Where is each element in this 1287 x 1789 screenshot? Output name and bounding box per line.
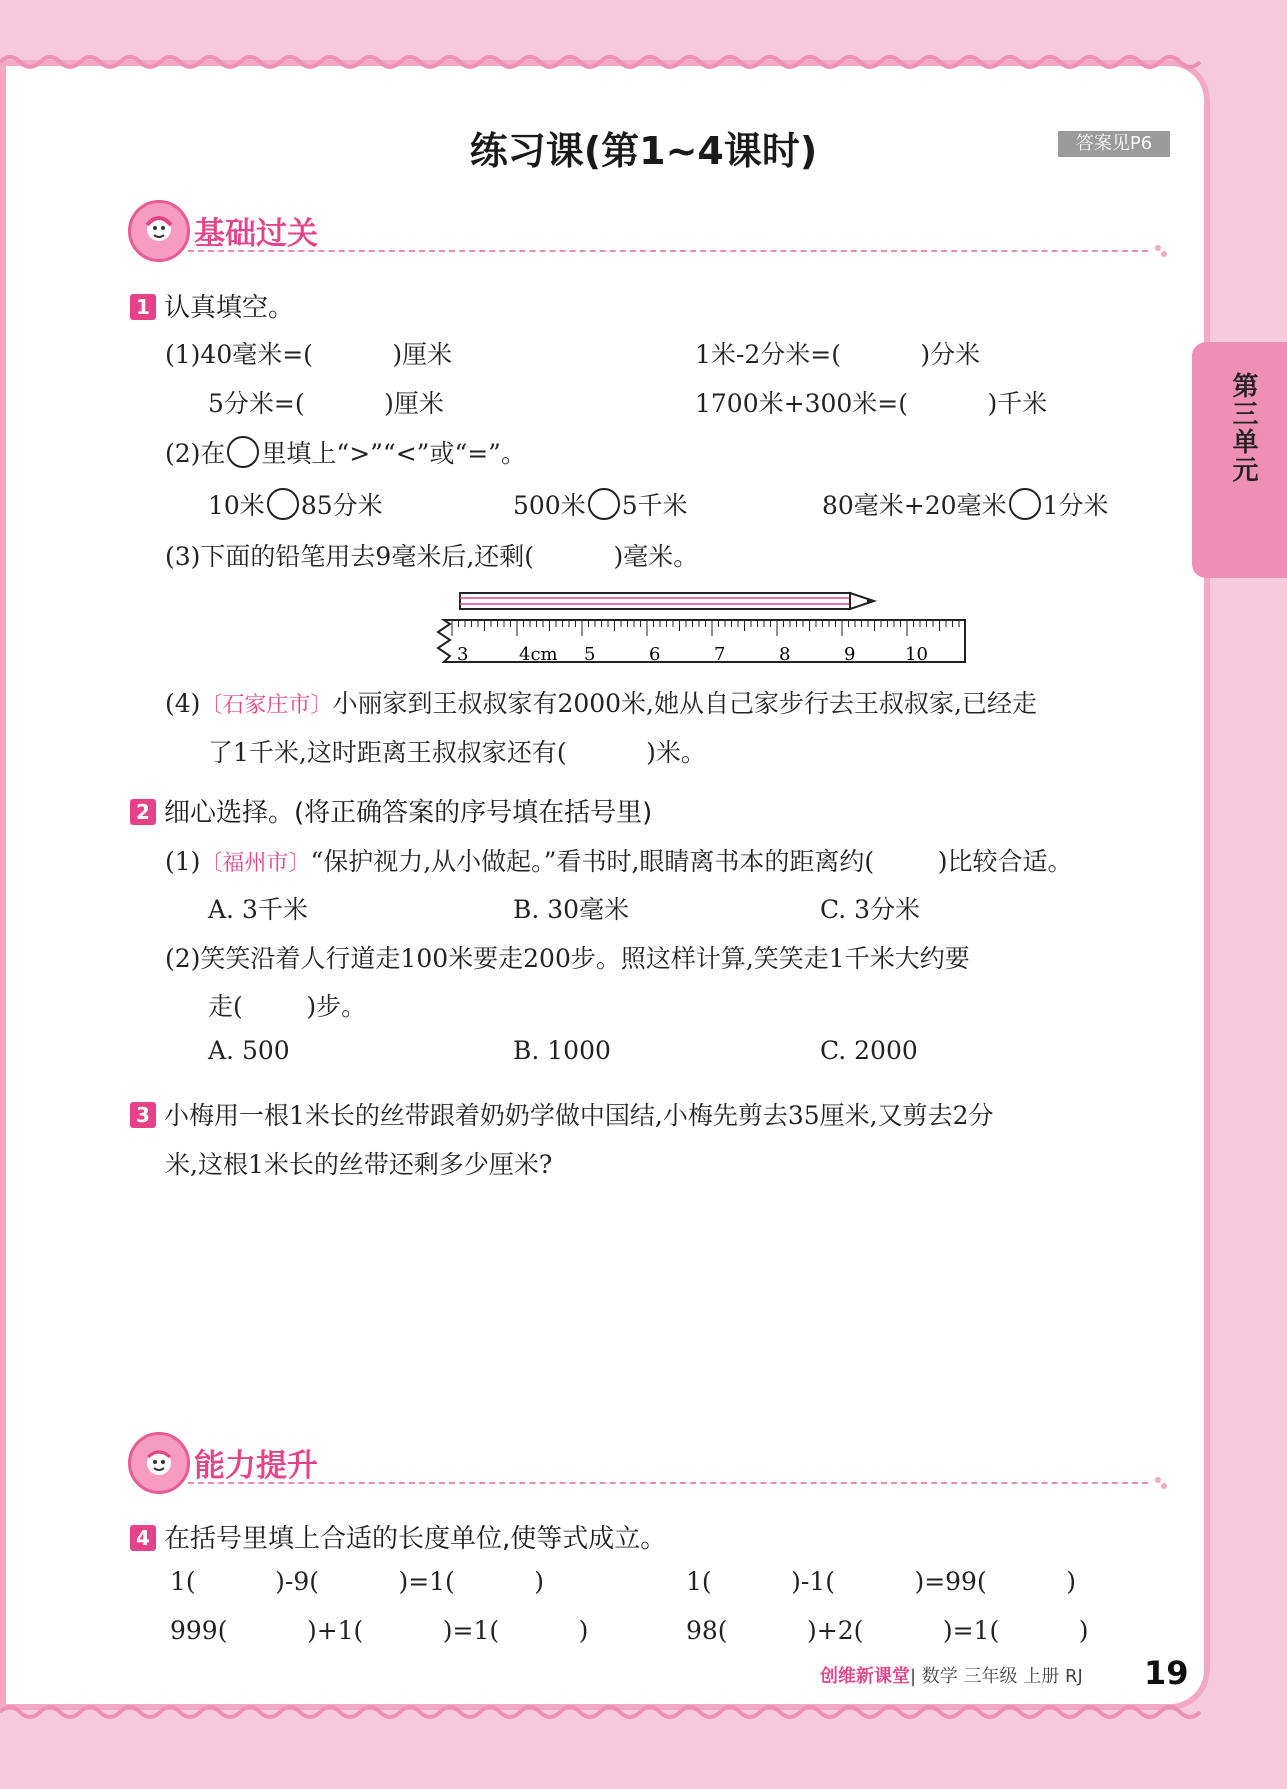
q2-part2-line1: (2)笑笑沿着人行道走100米要走200步。照这样计算,笑笑走1千米大约要	[165, 944, 970, 973]
compare-3-right: 1分米	[1042, 491, 1109, 520]
question-number-1: 1	[130, 294, 156, 320]
section-title-basic: 基础过关	[194, 216, 318, 252]
option-b[interactable]: B. 30毫米	[513, 895, 630, 924]
question-1-heading	[130, 287, 294, 324]
q1-compare-3	[822, 486, 1108, 522]
question-4-text: 在括号里填上合适的长度单位,使等式成立。	[164, 1524, 667, 1554]
q2-part2-line2: 走( )步。	[208, 992, 367, 1021]
question-1-text: 认真填空。	[164, 293, 295, 323]
q1-part2-instruction	[165, 434, 526, 470]
ruler-label: 7	[714, 644, 726, 665]
section-header-advanced	[128, 1432, 1168, 1492]
q1-compare-1	[208, 486, 383, 522]
option-a[interactable]: A. 500	[208, 1036, 290, 1065]
region-tag-fuzhou: 〔福州市〕	[200, 851, 311, 876]
compare-1-right: 85分米	[300, 491, 383, 520]
q1-part1-d: 1700米+300米=( )千米	[695, 389, 1048, 418]
page-title: 练习课(第1~4课时)	[469, 129, 818, 173]
q1-part4-line1	[165, 684, 1037, 720]
answer-circle[interactable]	[227, 436, 259, 468]
section-header-basic	[128, 200, 1168, 260]
pencil-ruler-figure	[430, 586, 970, 666]
ruler-label: 4cm	[519, 644, 558, 665]
q1-part1-a: (1)40毫米=( )厘米	[165, 340, 453, 369]
ruler-label: 6	[649, 644, 661, 665]
page-number: 19	[1144, 1654, 1189, 1692]
answer-reference-tag: 答案见P6	[1058, 131, 1170, 157]
compare-2-right: 5千米	[621, 491, 688, 520]
q1-part4-number: (4)	[165, 689, 201, 718]
answer-circle[interactable]	[588, 488, 620, 520]
question-4-heading	[130, 1518, 666, 1555]
ruler-label: 8	[779, 644, 791, 665]
q1-part1-b: 1米-2分米=( )分米	[695, 340, 981, 369]
option-c[interactable]: C. 2000	[820, 1036, 918, 1065]
question-2-text: 细心选择。(将正确答案的序号填在括号里)	[164, 798, 653, 828]
footer-series	[820, 1662, 1083, 1688]
ruler-label: 10	[905, 644, 928, 665]
question-3-line1	[130, 1096, 994, 1132]
girl-mascot-icon	[128, 200, 190, 262]
boy-mascot-icon	[128, 1432, 190, 1494]
footer-brand: 创维新课堂	[820, 1666, 910, 1687]
pencil-icon	[460, 593, 874, 609]
q1-part2-text-a: (2)在	[165, 439, 226, 468]
question-3-line2: 米,这根1米长的丝带还剩多少厘米?	[165, 1150, 553, 1179]
divider-dots-icon	[1154, 244, 1168, 258]
ruler-label: 9	[844, 644, 856, 665]
question-2-heading	[130, 792, 652, 829]
q1-part2-text-b: 里填上“>”“<”或“=”。	[261, 439, 526, 468]
option-b[interactable]: B. 1000	[513, 1036, 611, 1065]
region-tag-shijiazhuang: 〔石家庄市〕	[200, 693, 333, 718]
ruler	[438, 620, 965, 665]
question-3-text-a: 小梅用一根1米长的丝带跟着奶奶学做中国结,小梅先剪去35厘米,又剪去2分	[164, 1101, 994, 1130]
top-wave-border	[0, 52, 1210, 72]
option-c[interactable]: C. 3分米	[820, 895, 921, 924]
question-number-2: 2	[130, 799, 156, 825]
section-divider	[188, 250, 1148, 252]
q1-part4-line2: 了1千米,这时距离王叔叔家还有( )米。	[208, 738, 706, 767]
divider-dots-icon	[1154, 1476, 1168, 1490]
answer-circle[interactable]	[1009, 488, 1041, 520]
unit-side-tab-label: 第三单元	[1228, 372, 1258, 484]
q2-part1-number: (1)	[165, 847, 201, 876]
unit-side-tab[interactable]	[1192, 342, 1287, 578]
section-divider	[188, 1482, 1148, 1484]
q4-equation-1: 1( )-9( )=1( )	[170, 1567, 545, 1596]
ruler-label: 5	[584, 644, 596, 665]
question-number-3: 3	[130, 1102, 156, 1128]
q1-part3: (3)下面的铅笔用去9毫米后,还剩( )毫米。	[165, 542, 699, 571]
option-a[interactable]: A. 3千米	[208, 895, 308, 924]
q2-part1	[165, 842, 1072, 878]
q1-part4-text: 小丽家到王叔叔家有2000米,她从自己家步行去王叔叔家,已经走	[332, 689, 1037, 718]
q4-equation-4: 98( )+2( )=1( )	[686, 1616, 1089, 1645]
ruler-label: 3	[457, 644, 469, 665]
q2-part1-text: “保护视力,从小做起。”看书时,眼睛离书本的距离约( )比较合适。	[310, 847, 1073, 876]
q4-equation-3: 999( )+1( )=1( )	[170, 1616, 589, 1645]
question-number-4: 4	[130, 1525, 156, 1551]
compare-3-left: 80毫米+20毫米	[822, 491, 1007, 520]
q1-compare-2	[513, 486, 688, 522]
footer-book-info: | 数学 三年级 上册 RJ	[910, 1666, 1083, 1687]
bottom-wave-border	[0, 1702, 1210, 1722]
q1-part1-c: 5分米=( )厘米	[208, 389, 444, 418]
answer-circle[interactable]	[267, 488, 299, 520]
section-title-advanced: 能力提升	[194, 1448, 318, 1484]
compare-1-left: 10米	[208, 491, 265, 520]
compare-2-left: 500米	[513, 491, 586, 520]
q4-equation-2: 1( )-1( )=99( )	[686, 1567, 1076, 1596]
